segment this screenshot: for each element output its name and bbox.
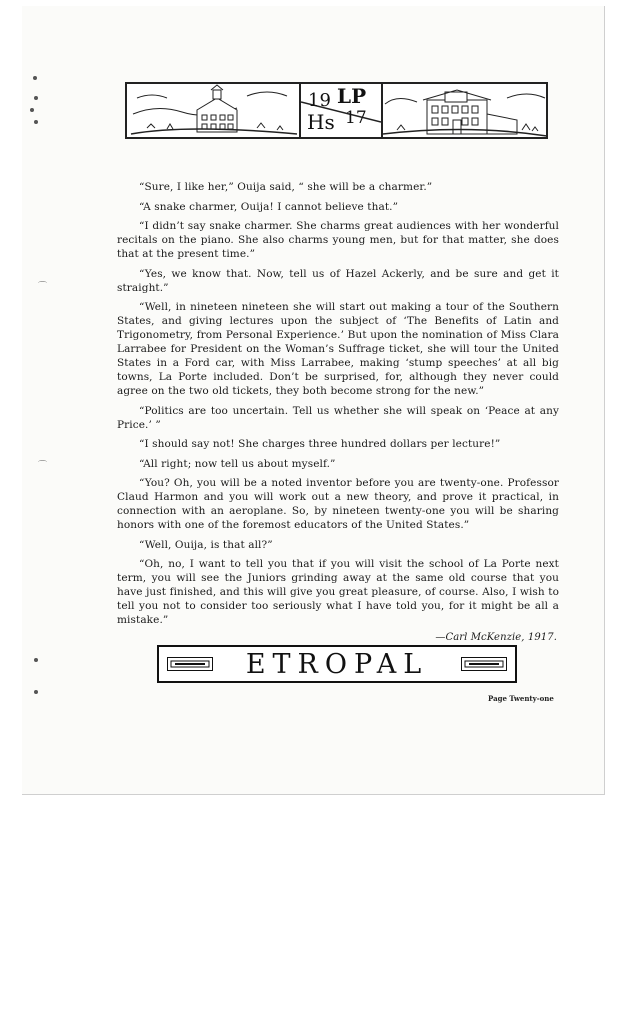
paragraph: “Well, Ouija, is that all?”	[139, 538, 273, 551]
monogram-year-bottom: 17	[345, 108, 367, 128]
binding-hole	[33, 76, 37, 80]
page-number: Page Twenty-one	[488, 694, 554, 703]
monogram-letters-top: LP	[337, 84, 367, 108]
etropal-logo	[157, 645, 517, 683]
paragraph: “You? Oh, you will be a noted inventor before you are twenty-one. Professor Claud Harmon and you will work out a new theory, and prove it practical, in connection with an aeroplane. So, by nineteen twenty-one you will be sharing honors with one of the foremost educators of the United States.”	[117, 477, 559, 531]
paragraph: “A snake charmer, Ouija! I cannot believe that.”	[139, 200, 399, 213]
header-banner	[125, 82, 548, 139]
paper-mark: ⌒	[38, 461, 48, 471]
binding-hole	[34, 120, 38, 124]
ornament-icon	[461, 657, 507, 671]
paper-mark: ⌒	[38, 282, 48, 292]
logo-wordmark: ETROPAL	[245, 649, 429, 680]
paragraph: “I should say not! She charges three hundred dollars per lecture!”	[139, 438, 501, 450]
paragraph: “Oh, no, I want to tell you that if you will visit the school of La Porte next term, you will see the Juniors grinding away at the same old course that you have just finished, and this will give you great pleasure, of course. Also, I wish to tell you not to consider too seriously what I have told you, for it might be all a mistake.”	[117, 558, 559, 626]
paragraph: “I didn’t say snake charmer. She charms great audiences with her wonderful recitals on the piano. She also charms young men, but for that matter, she does that at the present time.”	[117, 220, 559, 260]
binding-hole	[30, 108, 34, 112]
class-monogram	[299, 84, 383, 137]
paragraph: “Politics are too uncertain. Tell us whether she will speak on ‘Peace at any Price.’ ”	[117, 404, 559, 431]
binding-hole	[34, 658, 38, 662]
paragraph: “Well, in nineteen nineteen she will start out making a tour of the Southern States, and giving lectures upon the subject of ‘The Benefits of Latin and Trigonometry, from Personal Experience.’ But upon the nomination of Miss Clara Larrabee for President on the Woman’s Suffrage ticket, she will tour the United States in a Ford car, with Miss Larrabee, making ‘stump speeches’ at all big towns, La Porte included. Don’t be surprised, for, although they never could agree on the two old tickets, they both become strong for the new.”	[117, 301, 559, 397]
monogram-year-top: 19	[308, 90, 331, 111]
monogram-letters-bottom: Hs	[307, 110, 335, 134]
binding-hole	[34, 690, 38, 694]
article-body	[117, 180, 559, 645]
school-building-illustration	[383, 90, 547, 136]
binding-hole	[34, 96, 38, 100]
paragraph: “Sure, I like her,” Ouija said, “ she will be a charmer.”	[139, 181, 433, 193]
paragraph: “Yes, we know that. Now, tell us of Hazel Ackerly, and be sure and get it straight.”	[117, 267, 559, 294]
school-building-illustration	[131, 85, 297, 134]
paragraph: “All right; now tell us about myself.”	[139, 457, 336, 470]
author-signature: —Carl McKenzie, 1917.	[435, 631, 557, 643]
